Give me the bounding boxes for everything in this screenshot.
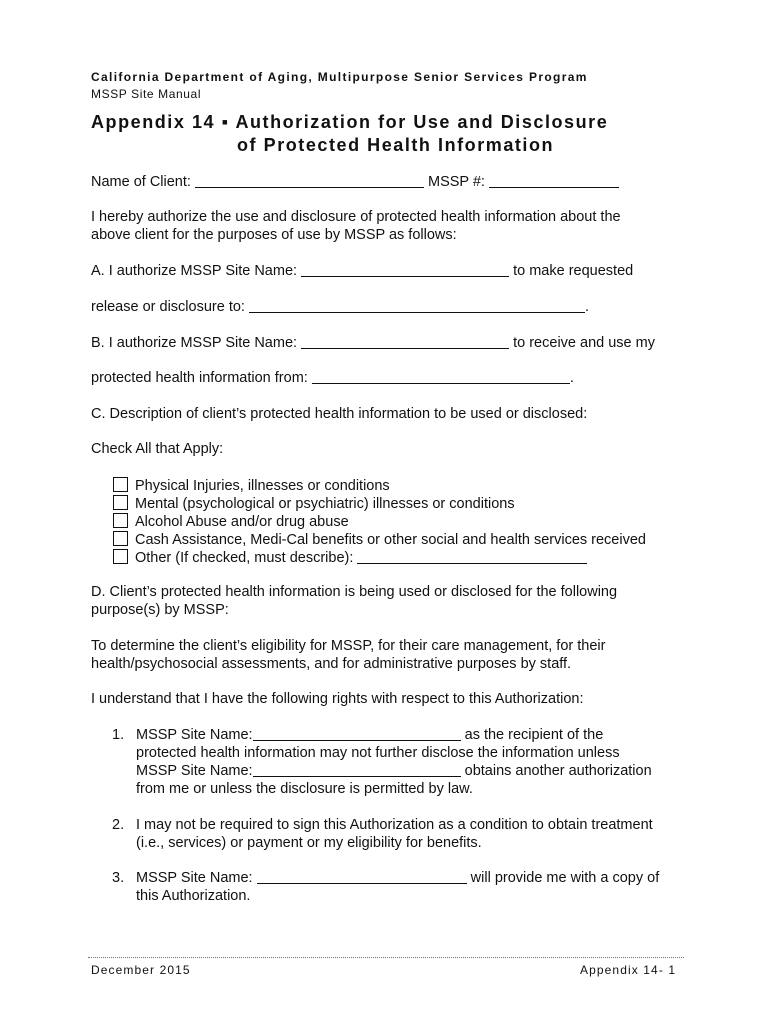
right-1-line4: from me or unless the disclosure is permitted by law.: [136, 781, 473, 797]
checkbox-row-other: [113, 549, 587, 566]
physical-injuries-label: Physical Injuries, illnesses or conditions: [135, 478, 390, 494]
section-b-line2: [91, 370, 574, 386]
section-b: [91, 335, 655, 351]
right-3-line2: this Authorization.: [136, 888, 251, 904]
phi-from-period: .: [569, 370, 574, 386]
agency-header: California Department of Aging, Multipurpose Senior Services Program: [91, 70, 588, 84]
cash-assistance-checkbox[interactable]: [113, 531, 128, 546]
footer-divider: [88, 957, 684, 958]
phi-from-label: protected health information from:: [91, 370, 308, 386]
other-label: Other (If checked, must describe):: [135, 550, 354, 566]
section-d-text-line2: purpose(s) by MSSP:: [91, 602, 229, 618]
other-checkbox[interactable]: [113, 549, 128, 564]
cash-assistance-label: Cash Assistance, Medi-Cal benefits or other social and health services received: [135, 532, 646, 548]
section-a: [91, 263, 633, 279]
release-to-label: release or disclosure to:: [91, 299, 245, 315]
right-1-suffix: as the recipient of the: [464, 727, 604, 743]
section-a-site-name-field[interactable]: [301, 263, 509, 277]
mental-illness-checkbox[interactable]: [113, 495, 128, 510]
right-1-number: 1.: [112, 727, 125, 743]
section-a-line2: [91, 299, 589, 315]
check-all-label: Check All that Apply:: [91, 441, 224, 457]
other-describe-field[interactable]: [357, 550, 587, 564]
right-3-site-name-field[interactable]: [257, 870, 467, 884]
right-2-line2: (i.e., services) or payment or my eligibility for benefits.: [136, 835, 482, 851]
right-1-site-label: MSSP Site Name:: [136, 727, 253, 743]
physical-injuries-checkbox[interactable]: [113, 477, 128, 492]
right-3-line1: [136, 870, 659, 886]
intro-text-line2: above client for the purposes of use by MSSP as follows:: [91, 227, 457, 243]
right-3-suffix: will provide me with a copy of: [470, 870, 660, 886]
right-1-line3: [136, 763, 652, 779]
right-2-line1: I may not be required to sign this Authorization as a condition to obtain treatment: [136, 817, 653, 833]
mssp-number-label: MSSP #:: [428, 174, 485, 190]
checkbox-row-physical: [113, 477, 390, 494]
mssp-number-field[interactable]: [489, 174, 619, 188]
intro-text: I hereby authorize the use and disclosure of protected health information about the: [91, 209, 621, 225]
purpose-text: To determine the client’s eligibility for MSSP, for their care management, for their: [91, 638, 606, 654]
footer-page-number: Appendix 14- 1: [580, 963, 677, 977]
mental-illness-label: Mental (psychological or psychiatric) illnesses or conditions: [135, 496, 515, 512]
page-title-line2: of Protected Health Information: [237, 135, 555, 155]
right-1-line1: [136, 727, 603, 743]
checkbox-row-cash: [113, 531, 646, 548]
release-to-period: .: [584, 299, 589, 315]
checkbox-row-mental: [113, 495, 515, 512]
right-1-site-name-field[interactable]: [253, 727, 461, 741]
release-to-field[interactable]: [249, 299, 585, 313]
section-b-suffix: to receive and use my: [513, 335, 655, 351]
client-name-field[interactable]: [195, 174, 424, 188]
right-2-number: 2.: [112, 817, 125, 833]
right-3-site-label: MSSP Site Name:: [136, 870, 253, 886]
rights-intro: I understand that I have the following rights with respect to this Authorization:: [91, 691, 584, 707]
section-b-site-name-field[interactable]: [301, 335, 509, 349]
right-1-line2: protected health information may not further disclose the information unless: [136, 745, 620, 761]
checkbox-row-alcohol: [113, 513, 349, 530]
phi-from-field[interactable]: [312, 370, 570, 384]
alcohol-drug-checkbox[interactable]: [113, 513, 128, 528]
purpose-text-line2: health/psychosocial assessments, and for administrative purposes by staff.: [91, 656, 572, 672]
client-line: [91, 174, 619, 190]
alcohol-drug-label: Alcohol Abuse and/or drug abuse: [135, 514, 349, 530]
page-title: Appendix 14 ▪ Authorization for Use and Disclosure: [91, 112, 609, 132]
section-c-label: C. Description of client’s protected health information to be used or disclosed:: [91, 406, 588, 422]
section-a-suffix: to make requested: [513, 263, 634, 279]
right-1-suffix-2: obtains another authorization: [464, 763, 652, 779]
footer-date: December 2015: [91, 963, 191, 977]
manual-name: MSSP Site Manual: [91, 87, 202, 101]
right-1-site-label-2: MSSP Site Name:: [136, 763, 253, 779]
right-3-number: 3.: [112, 870, 125, 886]
section-a-label: A. I authorize MSSP Site Name:: [91, 263, 298, 279]
client-name-label: Name of Client:: [91, 174, 191, 190]
right-1-site-name-field-2[interactable]: [253, 763, 461, 777]
section-d-text: D. Client’s protected health information is being used or disclosed for the following: [91, 584, 618, 600]
section-b-label: B. I authorize MSSP Site Name:: [91, 335, 298, 351]
